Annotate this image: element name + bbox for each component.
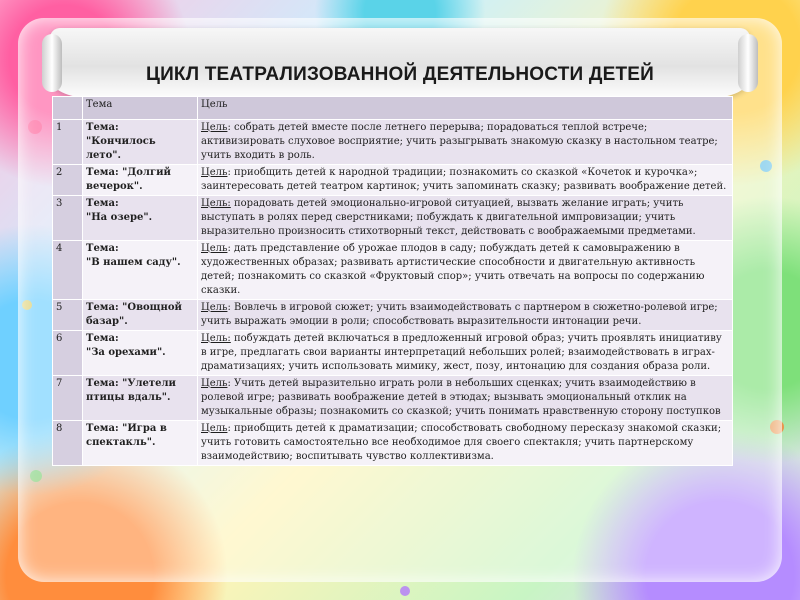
title-scroll-banner: [50, 28, 750, 98]
page-title: ЦИКЛ ТЕАТРАЛИЗОВАННОЙ ДЕЯТЕЛЬНОСТИ ДЕТЕЙ: [146, 64, 654, 85]
table-row: [53, 196, 733, 241]
row-number: 5: [53, 300, 83, 331]
row-goal: [198, 165, 733, 196]
row-goal: [198, 376, 733, 421]
goal-label: Цель: [201, 378, 228, 389]
row-number: 3: [53, 196, 83, 241]
row-theme: [83, 196, 198, 241]
row-goal: [198, 300, 733, 331]
goal-label: Цель: [201, 302, 228, 313]
row-theme: [83, 376, 198, 421]
theme-line: Тема:: [86, 243, 119, 254]
goal-label: Цель: [201, 122, 228, 133]
row-theme: [83, 331, 198, 376]
row-number: 4: [53, 241, 83, 300]
theme-line: Тема: "Игра в: [86, 423, 167, 434]
table-row: [53, 300, 733, 331]
theme-line: птицы вдаль".: [86, 392, 171, 403]
row-number: 8: [53, 421, 83, 466]
goal-text: побуждать детей включаться в предложенный игровой образ; учить проявлять инициативу в игре, предлагать свои варианты интерпретаций небольших ролей; взаимодействовать в играх-драматизациях; учить использовать мимику, жест, позу, интонацию для создания образа роли.: [201, 333, 722, 372]
table-row: [53, 241, 733, 300]
goal-label: Цель: [201, 423, 228, 434]
theme-line: Тема:: [86, 198, 119, 209]
row-theme: [83, 241, 198, 300]
row-theme: [83, 300, 198, 331]
header-theme: Тема: [83, 97, 198, 120]
goal-text: : Учить детей выразительно играть роли в небольших сценках; учить взаимодействию в ролевой игре; развивать воображение детей в этюдах; вызывать эмоциональный отклик на музыкальные образы; познакомить со сказкой; учить понимать нравственную сторону поступков: [201, 378, 721, 417]
theme-line: "Кончилось: [86, 136, 156, 147]
row-goal: [198, 421, 733, 466]
row-theme: [83, 165, 198, 196]
theme-line: Тема:: [86, 333, 119, 344]
theme-line: Тема: "Овощной: [86, 302, 182, 313]
goal-text: : собрать детей вместе после летнего перерыва; порадоваться теплой встрече; активизировать слуховое восприятие; учить разыгрывать знакомую сказку в настольном театре; учить входить в роль.: [201, 122, 718, 161]
goal-text: : дать представление об урожае плодов в саду; побуждать детей к самовыражению в художественных образах; развивать артистические способности и двигательную активность детей; познакомить со сказкой «Фруктовый спор»; учить отвечать на вопросы по содержанию сказки.: [201, 243, 705, 296]
theme-line: лето".: [86, 150, 121, 161]
confetti-dot: [400, 586, 410, 596]
row-number: 1: [53, 120, 83, 165]
goal-text: : Вовлечь в игровой сюжет; учить взаимодействовать с партнером в сюжетно-ролевой игре; учить выражать эмоции в роли; способствовать выразительности интонации речи.: [201, 302, 718, 327]
theme-line: вечерок".: [86, 181, 143, 192]
goal-label: Цель:: [201, 198, 231, 209]
goal-text: : приобщить детей к народной традиции; познакомить со сказкой «Кочеток и курочка»; заинтересовать детей театром картинок; учить запоминать сказку; развивать воображение детей.: [201, 167, 727, 192]
goal-text: : приобщить детей к драматизации; способствовать свободному пересказу знакомой сказки; учить готовить самостоятельно все необходимое для своего спектакля; учить партнерскому взаимодействию; воспитывать чувство коллективизма.: [201, 423, 722, 462]
row-goal: [198, 331, 733, 376]
theme-line: "За орехами".: [86, 347, 166, 358]
theme-line: Тема: "Долгий: [86, 167, 171, 178]
activity-table-container: [52, 96, 732, 466]
theme-line: "На озере".: [86, 212, 153, 223]
table-body: [53, 120, 733, 466]
goal-label: Цель:: [201, 333, 231, 344]
row-number: 2: [53, 165, 83, 196]
table-row: [53, 376, 733, 421]
row-number: 6: [53, 331, 83, 376]
goal-label: Цель: [201, 243, 228, 254]
row-goal: [198, 241, 733, 300]
theme-line: спектакль".: [86, 437, 156, 448]
table-row: [53, 421, 733, 466]
header-goal: Цель: [198, 97, 733, 120]
table-row: [53, 331, 733, 376]
theme-line: "В нашем саду".: [86, 257, 181, 268]
row-number: 7: [53, 376, 83, 421]
table-header-row: [53, 97, 733, 120]
row-theme: [83, 120, 198, 165]
goal-text: порадовать детей эмоционально-игровой ситуацией, вызвать желание играть; учить выступать в ролях перед сверстниками; побуждать к двигательной импровизации; учить выразительно произносить стихотворный текст, действовать с воображаемыми предметами.: [201, 198, 696, 237]
header-number: [53, 97, 83, 120]
theme-line: Тема:: [86, 122, 119, 133]
row-theme: [83, 421, 198, 466]
table-row: [53, 165, 733, 196]
row-goal: [198, 120, 733, 165]
table-row: [53, 120, 733, 165]
row-goal: [198, 196, 733, 241]
theme-line: Тема: "Улетели: [86, 378, 176, 389]
theme-line: базар".: [86, 316, 128, 327]
goal-label: Цель: [201, 167, 228, 178]
activity-table: [52, 96, 733, 466]
